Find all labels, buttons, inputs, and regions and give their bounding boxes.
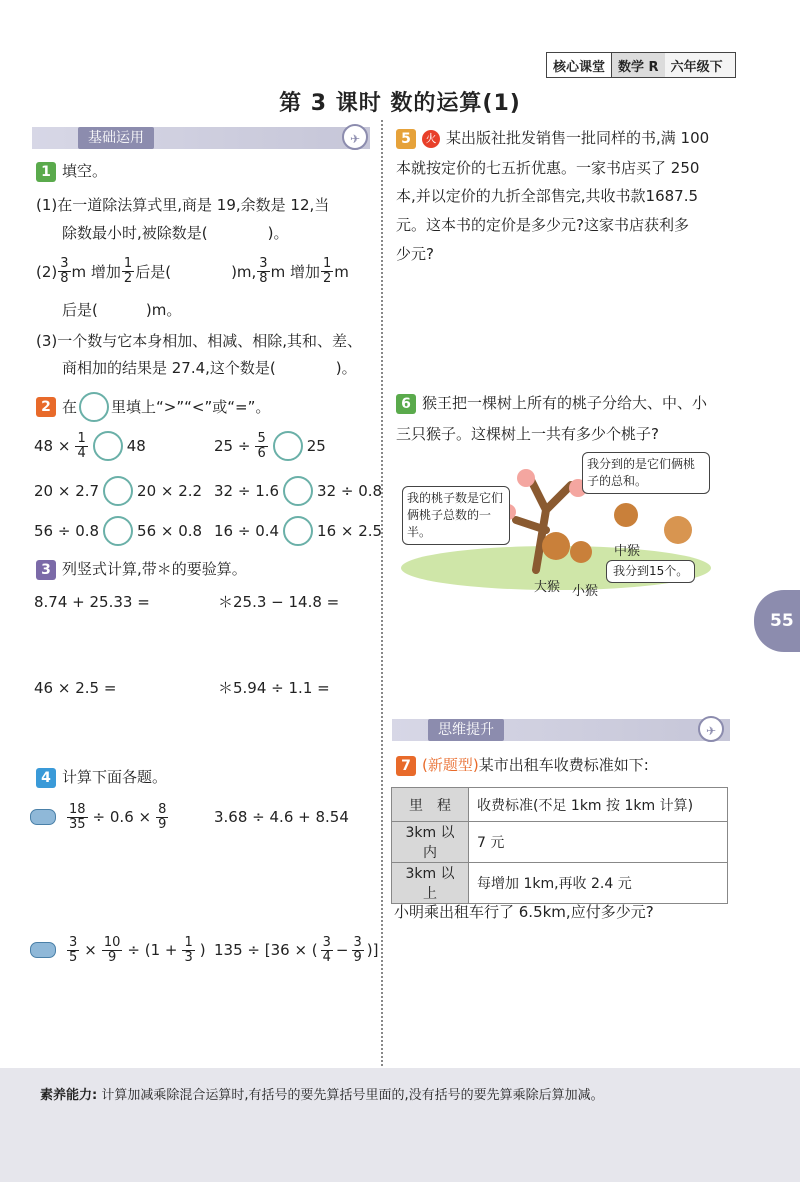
q4-expr-3 <box>30 935 206 965</box>
q2-row3-right <box>214 516 382 546</box>
expr-text: 48 × <box>34 437 71 455</box>
paper-plane-icon: ✈ <box>342 124 368 150</box>
expr-text: 16 ÷ 0.4 <box>214 522 280 540</box>
speech-bubble-small: 我分到15个。 <box>606 560 695 583</box>
q2-number: 2 <box>36 397 56 417</box>
expr-text: 20 × 2.2 <box>137 482 203 500</box>
header-box <box>546 52 736 78</box>
answer-circle[interactable] <box>283 476 313 506</box>
fraction: $\frac{10}{9}$ <box>103 934 121 965</box>
q1-number: 1 <box>36 162 56 182</box>
table-row <box>392 822 728 863</box>
q3-expr-1: 8.74 + 25.33 = <box>34 593 150 611</box>
answer-circle[interactable] <box>103 476 133 506</box>
header-grade: 六年级下 <box>670 59 723 75</box>
expr-text: 32 ÷ 0.8 <box>317 482 383 500</box>
q5-line5: 少元? <box>396 245 434 263</box>
q2-row2-left <box>34 476 202 506</box>
q3-expr-4: ＊5.94 ÷ 1.1 = <box>218 679 330 697</box>
expr-text: 25 ÷ <box>214 437 251 455</box>
fare-table <box>391 787 728 904</box>
q3-title: 列竖式计算,带＊的要验算。 <box>62 560 247 578</box>
table-row <box>392 863 728 904</box>
paper-plane-icon: ✈ <box>698 716 724 742</box>
q1-part2b-pre: 后是( <box>62 301 98 319</box>
header-brand: 核心课堂 <box>547 53 612 77</box>
q4-expr-1 <box>30 802 169 832</box>
q5-line1 <box>396 127 709 149</box>
hint-bubble-icon <box>30 942 56 958</box>
q5-line4: 元。这本书的定价是多少元?这家书店获利多 <box>396 216 689 234</box>
q6-line2: 三只猴子。这棵树上一共有多少个桃子? <box>396 425 659 443</box>
q1-part3-close: )。 <box>335 359 357 377</box>
label-small-monkey: 小猴 <box>572 584 599 599</box>
q1-part1-text: 除数最小时,被除数是( <box>62 224 208 242</box>
page-number-tab: 55 <box>754 590 800 652</box>
q2-row1-right <box>214 431 326 461</box>
monkey-big <box>542 532 570 560</box>
q1-part3-line1: (3)一个数与它本身相加、相减、相除,其和、差、 <box>36 332 363 350</box>
column-divider <box>381 120 383 1070</box>
expr-text: ÷ 0.6 × <box>92 808 152 826</box>
footer-text <box>40 1084 604 1103</box>
answer-circle[interactable] <box>79 392 109 422</box>
page-title: 第 3 课时 数的运算(1) <box>279 91 521 116</box>
fraction: $\frac{8}{9}$ <box>158 801 167 832</box>
q1-part2-line1 <box>36 257 349 286</box>
fraction: $\frac{5}{6}$ <box>257 430 266 461</box>
answer-circle[interactable] <box>103 516 133 546</box>
q1-heading <box>36 160 107 182</box>
monkey-small <box>570 541 592 563</box>
q1-title: 填空。 <box>62 162 108 180</box>
expr-text: 32 ÷ 1.6 <box>214 482 280 500</box>
q1-part2-line2 <box>62 299 181 321</box>
label-mid-monkey: 中猴 <box>614 544 641 559</box>
q7-title: 某市出租车收费标准如下: <box>478 756 649 774</box>
fraction: $\frac{3}{8}$ <box>60 256 69 286</box>
answer-circle[interactable] <box>283 516 313 546</box>
fraction: $\frac{1}{3}$ <box>184 934 193 965</box>
fraction: $\frac{3}{8}$ <box>259 256 268 286</box>
q6-text-1: 猴王把一棵树上所有的桃子分给大、中、小 <box>422 394 708 412</box>
speech-bubble-big: 我的桃子数是它们俩桃子总数的一半。 <box>402 486 510 545</box>
expr-text: 56 × 0.8 <box>137 522 203 540</box>
expr-text: 20 × 2.7 <box>34 482 100 500</box>
q3-heading <box>36 558 247 580</box>
expr-text: 16 × 2.5 <box>317 522 383 540</box>
q1-part1-line2 <box>62 222 288 244</box>
q2-title-post: 里填上“>”“<”或“=”。 <box>111 398 271 416</box>
fire-icon: 火 <box>422 130 440 148</box>
q3-expr-2: ＊25.3 − 14.8 = <box>218 593 340 611</box>
q2-heading <box>36 392 270 422</box>
expr-text: × <box>84 941 97 959</box>
q7-heading <box>396 754 649 776</box>
q4-expr-4 <box>214 935 379 965</box>
q2-row3-left <box>34 516 202 546</box>
expr-text: − <box>335 941 349 959</box>
table-cell: 每增加 1km,再收 2.4 元 <box>469 863 728 904</box>
table-cell: 收费标准(不足 1km 按 1km 计算) <box>469 788 728 822</box>
q1-part2b-post: )m。 <box>145 301 182 319</box>
q5-line2: 本就按定价的七五折优惠。一家书店买了 250 <box>396 159 700 177</box>
q1-part3-text: 商相加的结果是 27.4,这个数是( <box>62 359 276 377</box>
table-cell: 7 元 <box>469 822 728 863</box>
table-cell: 3km 以上 <box>392 863 469 904</box>
q2-row1-left <box>34 431 146 461</box>
peach <box>517 469 535 487</box>
fraction: $\frac{1}{2}$ <box>123 256 133 286</box>
q1-part3-line2 <box>62 357 357 379</box>
answer-circle[interactable] <box>273 431 303 461</box>
fraction: $\frac{3}{5}$ <box>69 934 78 965</box>
expr-text: 25 <box>306 437 326 455</box>
q5-text-1: 某出版社批发销售一批同样的书,满 100 <box>446 129 710 147</box>
table-cell: 3km 以内 <box>392 822 469 863</box>
expr-text: ÷ (1 + <box>127 941 178 959</box>
q7-question: 小明乘出租车行了 6.5km,应付多少元? <box>394 903 654 921</box>
table-cell: 里 程 <box>392 788 469 822</box>
q7-tag: (新题型) <box>422 756 479 774</box>
q1-part2-prefix: (2) <box>36 262 58 281</box>
section-banner-basic <box>32 127 370 149</box>
expr-text: )] <box>366 941 379 959</box>
section-banner-thinking <box>392 719 730 741</box>
q4-number: 4 <box>36 768 56 788</box>
q4-title: 计算下面各题。 <box>62 768 168 786</box>
section-label-thinking: 思维提升 <box>428 719 504 741</box>
header-subject: 数学 R <box>612 53 665 77</box>
q1-part1-close: )。 <box>267 224 289 242</box>
expr-text: 135 ÷ [36 × ( <box>214 941 318 959</box>
answer-circle[interactable] <box>93 431 123 461</box>
q1-part2-text5: m <box>334 262 349 281</box>
q4-heading <box>36 766 167 788</box>
fraction: $\frac{3}{9}$ <box>353 934 362 965</box>
q3-number: 3 <box>36 560 56 580</box>
q1-part2-text2: 后是( <box>135 262 172 281</box>
q1-part2-text4: m 增加 <box>270 262 320 281</box>
q7-number: 7 <box>396 756 416 776</box>
expr-text: ) <box>199 941 206 959</box>
q6-line1 <box>396 392 707 414</box>
q2-title-pre: 在 <box>62 398 78 416</box>
table-row <box>392 788 728 822</box>
fraction: $\frac{1}{2}$ <box>322 256 332 286</box>
q5-line3: 本,并以定价的九折全部售完,共收书款1687.5 <box>396 187 699 205</box>
hint-bubble-icon <box>30 809 56 825</box>
section-label-basic: 基础运用 <box>78 127 154 149</box>
monkey-king <box>664 516 692 544</box>
q4-expr-2: 3.68 ÷ 4.6 + 8.54 <box>214 808 349 826</box>
q1-part2-text3: )m, <box>231 262 257 281</box>
footer-label: 素养能力: <box>40 1088 98 1103</box>
q5-number: 5 <box>396 129 416 149</box>
q2-row2-right <box>214 476 382 506</box>
footer <box>0 1068 800 1182</box>
footer-body: 计算加减乘除混合运算时,有括号的要先算括号里面的,没有括号的要先算乘除后算加减。 <box>101 1088 604 1103</box>
fraction: $\frac{1}{4}$ <box>77 430 86 461</box>
q3-expr-3: 46 × 2.5 = <box>34 679 117 697</box>
fraction: $\frac{18}{35}$ <box>69 801 86 832</box>
q6-number: 6 <box>396 394 416 414</box>
label-big-monkey: 大猴 <box>534 580 561 595</box>
q1-part2-text1: m 增加 <box>71 262 121 281</box>
monkey-mid <box>614 503 638 527</box>
expr-text: 48 <box>126 437 146 455</box>
expr-text: 56 ÷ 0.8 <box>34 522 100 540</box>
speech-bubble-mid: 我分到的是它们俩桃子的总和。 <box>582 452 710 494</box>
fraction: $\frac{3}{4}$ <box>322 934 331 965</box>
q1-part1-line1: (1)在一道除法算式里,商是 19,余数是 12,当 <box>36 196 330 214</box>
